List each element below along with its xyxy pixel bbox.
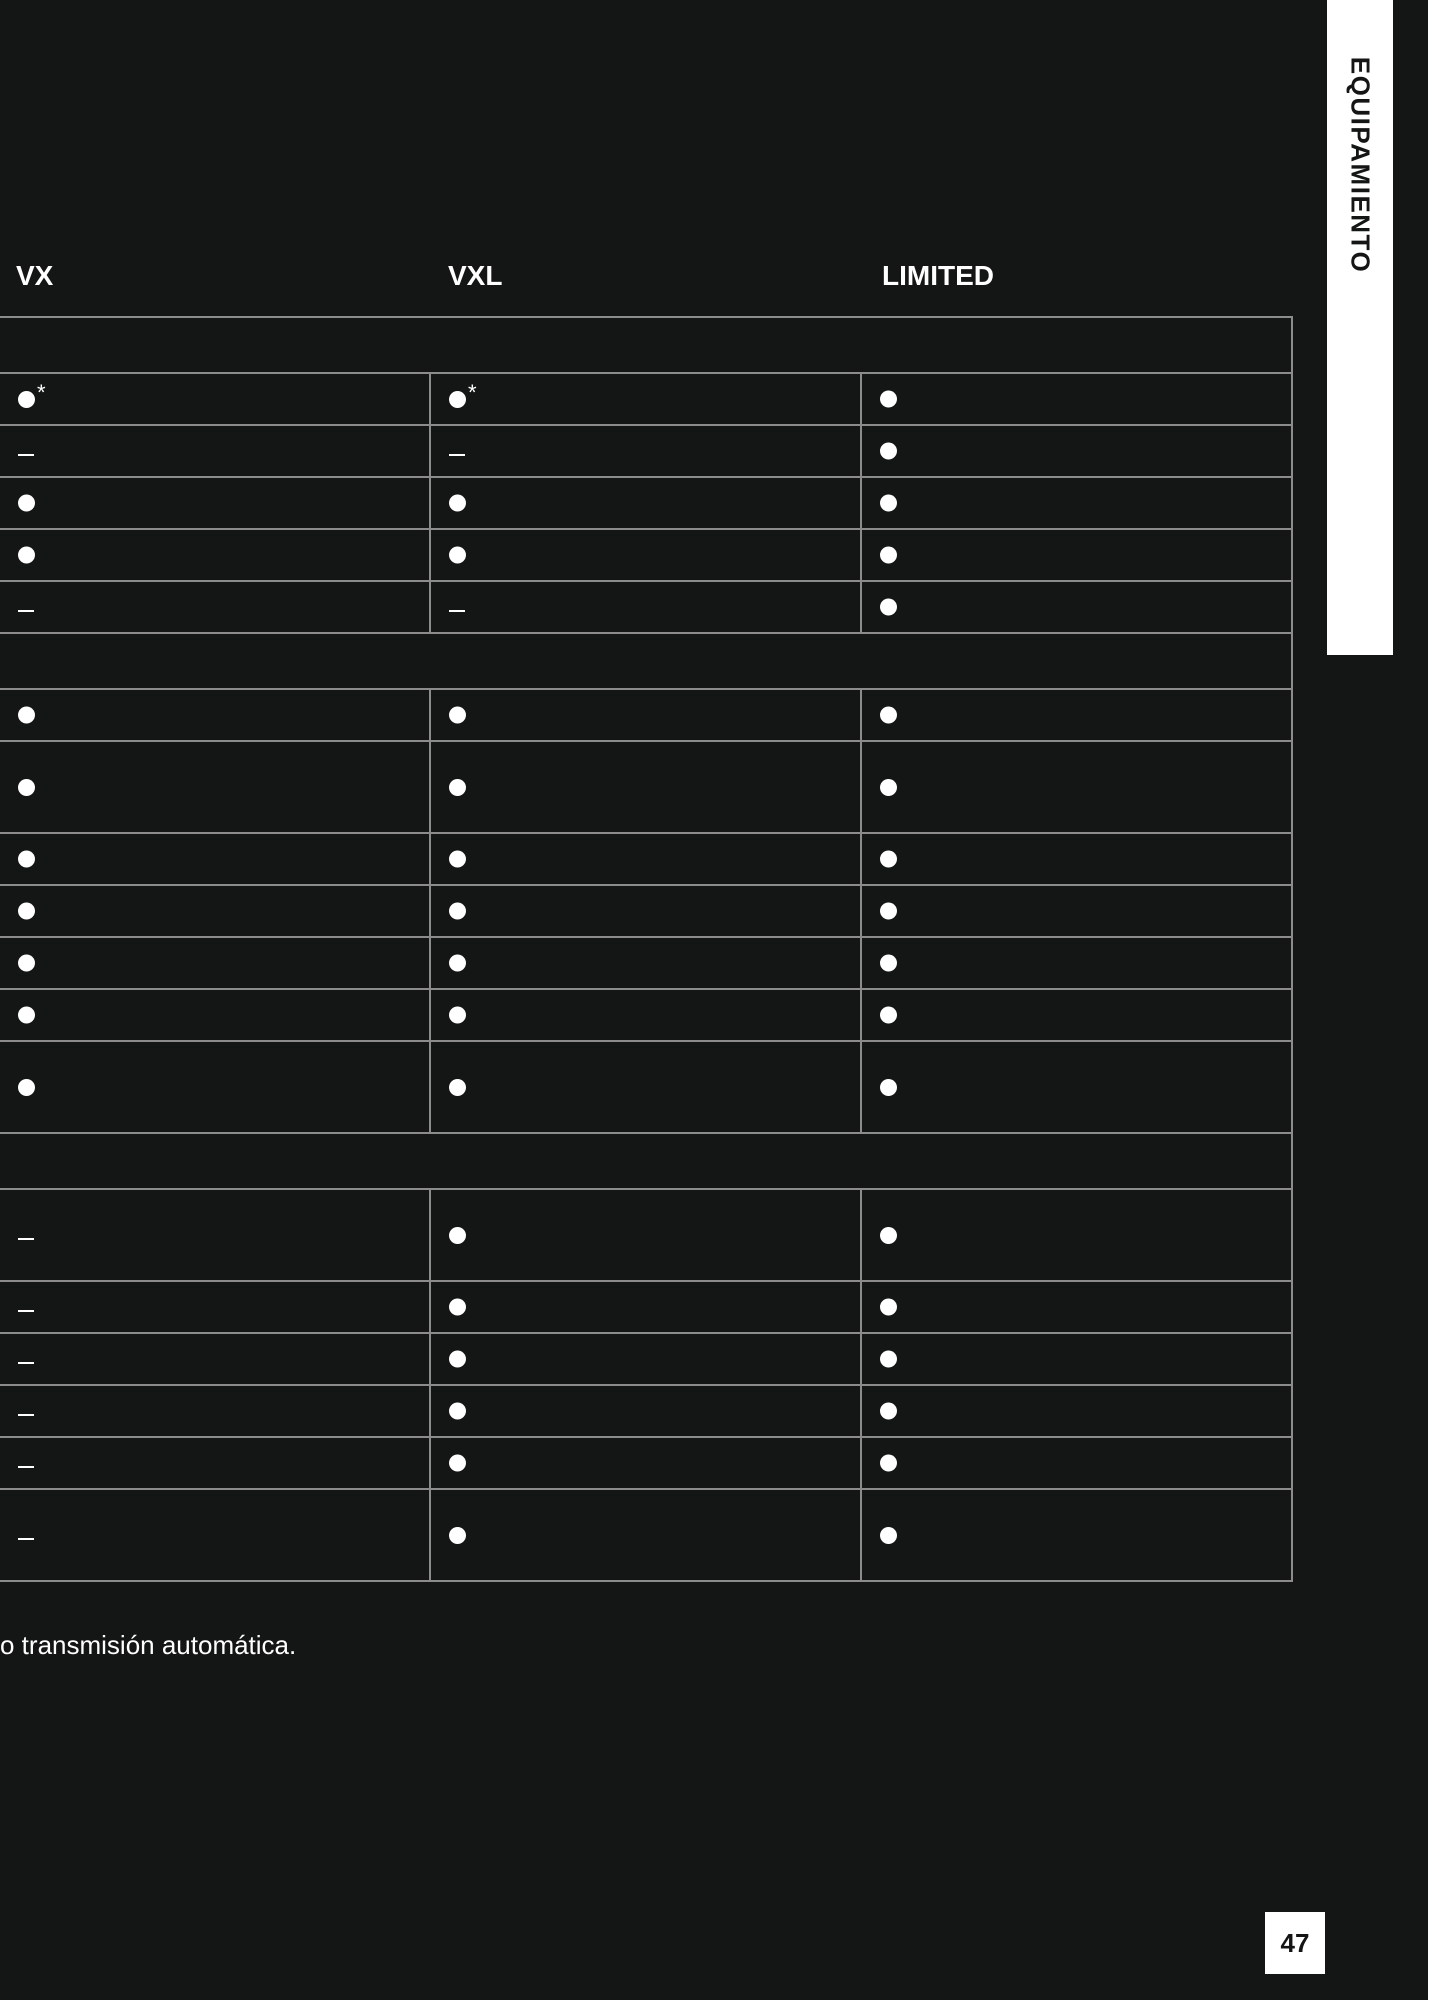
cell-limited	[861, 741, 1292, 833]
dot-icon	[880, 1299, 897, 1316]
dash-icon	[18, 1466, 34, 1468]
cell-vxl	[430, 581, 861, 633]
table-row	[0, 529, 1292, 581]
table-row	[0, 689, 1292, 741]
column-header-limited: LIMITED	[882, 260, 994, 291]
not-available-dash-icon	[18, 1219, 34, 1251]
not-available-dash-icon	[18, 1406, 34, 1416]
cell-vxl	[430, 741, 861, 833]
cell-vxl	[430, 989, 861, 1041]
standard-dot-icon	[880, 851, 897, 868]
cell-vxl	[430, 1489, 861, 1581]
standard-dot-icon	[449, 1403, 466, 1420]
dot-icon	[880, 779, 897, 796]
dot-icon	[880, 1351, 897, 1368]
dot-icon	[449, 1403, 466, 1420]
page-number: 47	[1265, 1912, 1325, 1974]
dot-icon	[449, 547, 466, 564]
cell-vx	[0, 1437, 430, 1489]
table-row	[0, 1189, 1292, 1281]
table-row	[0, 1281, 1292, 1333]
dot-icon	[880, 955, 897, 972]
not-available-dash-icon	[18, 1519, 34, 1551]
dot-icon	[18, 955, 35, 972]
cell-limited	[861, 1281, 1292, 1333]
cell-vxl	[430, 885, 861, 937]
section-header-cell	[0, 1133, 1292, 1189]
standard-dot-icon	[449, 1519, 466, 1551]
cell-limited	[861, 477, 1292, 529]
table-row	[0, 885, 1292, 937]
table-row	[0, 425, 1292, 477]
cell-vxl	[430, 425, 861, 477]
standard-dot-icon	[880, 547, 897, 564]
dot-icon	[449, 495, 466, 512]
table-row	[0, 373, 1292, 425]
standard-dot-icon	[880, 443, 897, 460]
dot-icon	[880, 1079, 897, 1096]
dot-icon	[449, 1079, 466, 1096]
standard-dot-icon	[18, 707, 35, 724]
standard-dot-icon	[449, 1071, 466, 1103]
cell-limited	[861, 1437, 1292, 1489]
cell-limited	[861, 689, 1292, 741]
not-available-dash-icon	[449, 602, 465, 612]
dot-icon	[880, 1455, 897, 1472]
standard-dot-icon	[880, 1299, 897, 1316]
standard-dot-icon	[18, 1071, 35, 1103]
cell-vxl	[430, 1385, 861, 1437]
cell-vx	[0, 1281, 430, 1333]
dot-icon	[449, 955, 466, 972]
table-row	[0, 1333, 1292, 1385]
table-row	[0, 989, 1292, 1041]
dot-icon	[449, 1351, 466, 1368]
dot-icon	[880, 903, 897, 920]
cell-vx	[0, 1041, 430, 1133]
standard-dot-icon	[449, 1219, 466, 1251]
dot-icon	[449, 1227, 466, 1244]
cell-vx	[0, 937, 430, 989]
cell-vx	[0, 689, 430, 741]
standard-dot-icon	[880, 707, 897, 724]
cell-vxl	[430, 477, 861, 529]
cell-limited	[861, 529, 1292, 581]
dash-icon	[18, 1538, 34, 1540]
column-header-vx: VX	[16, 260, 54, 291]
footnote: o transmisión automática.	[0, 1630, 297, 1660]
cell-limited	[861, 373, 1292, 425]
dot-icon	[18, 707, 35, 724]
dash-icon	[18, 1414, 34, 1416]
dot-icon	[18, 495, 35, 512]
section-header-row	[0, 633, 1292, 689]
cell-vx	[0, 529, 430, 581]
table-row	[0, 581, 1292, 633]
dot-icon	[18, 547, 35, 564]
standard-dot-icon	[449, 547, 466, 564]
cell-vxl	[430, 1189, 861, 1281]
not-available-dash-icon	[18, 1458, 34, 1468]
cell-limited	[861, 1333, 1292, 1385]
cell-vxl	[430, 1437, 861, 1489]
dash-icon	[449, 454, 465, 456]
dot-icon	[880, 1007, 897, 1024]
standard-dot-icon	[880, 1007, 897, 1024]
dash-icon	[18, 1310, 34, 1312]
standard-dot-icon	[449, 380, 477, 412]
dot-icon	[449, 1007, 466, 1024]
dot-icon	[18, 1007, 35, 1024]
side-tab-label: EQUIPAMIENTO	[1345, 56, 1376, 274]
cell-vxl	[430, 1041, 861, 1133]
dot-icon	[449, 903, 466, 920]
dot-icon	[880, 599, 897, 616]
cell-vx	[0, 741, 430, 833]
dash-icon	[18, 1362, 34, 1364]
cell-limited	[861, 1385, 1292, 1437]
dot-icon	[449, 851, 466, 868]
dot-icon	[449, 1527, 466, 1544]
dot-icon	[18, 391, 35, 408]
cell-limited	[861, 833, 1292, 885]
not-available-dash-icon	[18, 602, 34, 612]
standard-dot-icon	[18, 903, 35, 920]
cell-vx	[0, 989, 430, 1041]
table-row	[0, 1489, 1292, 1581]
cell-vx	[0, 1489, 430, 1581]
standard-dot-icon	[880, 391, 897, 408]
standard-dot-icon	[880, 495, 897, 512]
dot-icon	[449, 1455, 466, 1472]
cell-vx	[0, 1189, 430, 1281]
cell-vx	[0, 581, 430, 633]
dot-icon	[18, 903, 35, 920]
dot-icon	[880, 1227, 897, 1244]
cell-vx	[0, 477, 430, 529]
standard-dot-icon	[18, 955, 35, 972]
equipment-table	[0, 316, 1293, 1582]
standard-dot-icon	[449, 1007, 466, 1024]
column-header-vxl: VXL	[448, 260, 503, 291]
not-available-dash-icon	[18, 1302, 34, 1312]
equipment-table-body	[0, 317, 1292, 1581]
asterisk-mark: *	[468, 380, 477, 405]
section-header-cell	[0, 633, 1292, 689]
standard-dot-icon	[880, 1519, 897, 1551]
dot-icon	[880, 391, 897, 408]
dot-icon	[449, 707, 466, 724]
standard-dot-icon	[18, 380, 46, 412]
dot-icon	[18, 779, 35, 796]
cell-vxl	[430, 937, 861, 989]
dash-icon	[18, 1238, 34, 1240]
dot-icon	[449, 391, 466, 408]
standard-dot-icon	[880, 955, 897, 972]
cell-limited	[861, 1189, 1292, 1281]
standard-dot-icon	[880, 1455, 897, 1472]
cell-vx	[0, 1385, 430, 1437]
table-row	[0, 833, 1292, 885]
cell-vx	[0, 1333, 430, 1385]
cell-vxl	[430, 833, 861, 885]
standard-dot-icon	[18, 771, 35, 803]
dot-icon	[880, 547, 897, 564]
not-available-dash-icon	[18, 1354, 34, 1364]
dash-icon	[449, 610, 465, 612]
table-row	[0, 741, 1292, 833]
cell-limited	[861, 885, 1292, 937]
section-header-cell	[0, 317, 1292, 373]
table-row	[0, 1041, 1292, 1133]
dot-icon	[880, 851, 897, 868]
standard-dot-icon	[449, 1455, 466, 1472]
side-tab-label-wrap	[1327, 0, 1393, 655]
standard-dot-icon	[449, 1299, 466, 1316]
cell-vxl	[430, 1333, 861, 1385]
standard-dot-icon	[880, 1351, 897, 1368]
cell-limited	[861, 1041, 1292, 1133]
table-row	[0, 1437, 1292, 1489]
standard-dot-icon	[18, 547, 35, 564]
cell-vx	[0, 425, 430, 477]
not-available-dash-icon	[449, 446, 465, 456]
dot-icon	[880, 1527, 897, 1544]
cell-vxl	[430, 373, 861, 425]
cell-vxl	[430, 1281, 861, 1333]
cell-limited	[861, 1489, 1292, 1581]
standard-dot-icon	[880, 1219, 897, 1251]
section-header-row	[0, 1133, 1292, 1189]
dot-icon	[18, 851, 35, 868]
standard-dot-icon	[18, 1007, 35, 1024]
standard-dot-icon	[449, 495, 466, 512]
cell-vxl	[430, 529, 861, 581]
standard-dot-icon	[880, 1071, 897, 1103]
standard-dot-icon	[449, 903, 466, 920]
cell-vx	[0, 833, 430, 885]
dot-icon	[880, 1403, 897, 1420]
standard-dot-icon	[880, 771, 897, 803]
asterisk-mark: *	[37, 380, 46, 405]
cell-vx	[0, 885, 430, 937]
section-header-row	[0, 317, 1292, 373]
dash-icon	[18, 454, 34, 456]
standard-dot-icon	[880, 903, 897, 920]
table-row	[0, 477, 1292, 529]
standard-dot-icon	[449, 851, 466, 868]
dot-icon	[449, 779, 466, 796]
standard-dot-icon	[880, 599, 897, 616]
standard-dot-icon	[449, 955, 466, 972]
cell-vxl	[430, 689, 861, 741]
dot-icon	[880, 443, 897, 460]
standard-dot-icon	[449, 771, 466, 803]
dot-icon	[18, 1079, 35, 1096]
standard-dot-icon	[449, 707, 466, 724]
cell-limited	[861, 937, 1292, 989]
standard-dot-icon	[18, 851, 35, 868]
cell-vx	[0, 373, 430, 425]
table-row	[0, 937, 1292, 989]
standard-dot-icon	[449, 1351, 466, 1368]
not-available-dash-icon	[18, 446, 34, 456]
standard-dot-icon	[18, 495, 35, 512]
standard-dot-icon	[880, 1403, 897, 1420]
cell-limited	[861, 989, 1292, 1041]
dot-icon	[449, 1299, 466, 1316]
dash-icon	[18, 610, 34, 612]
dot-icon	[880, 495, 897, 512]
dot-icon	[880, 707, 897, 724]
cell-limited	[861, 581, 1292, 633]
table-row	[0, 1385, 1292, 1437]
cell-limited	[861, 425, 1292, 477]
